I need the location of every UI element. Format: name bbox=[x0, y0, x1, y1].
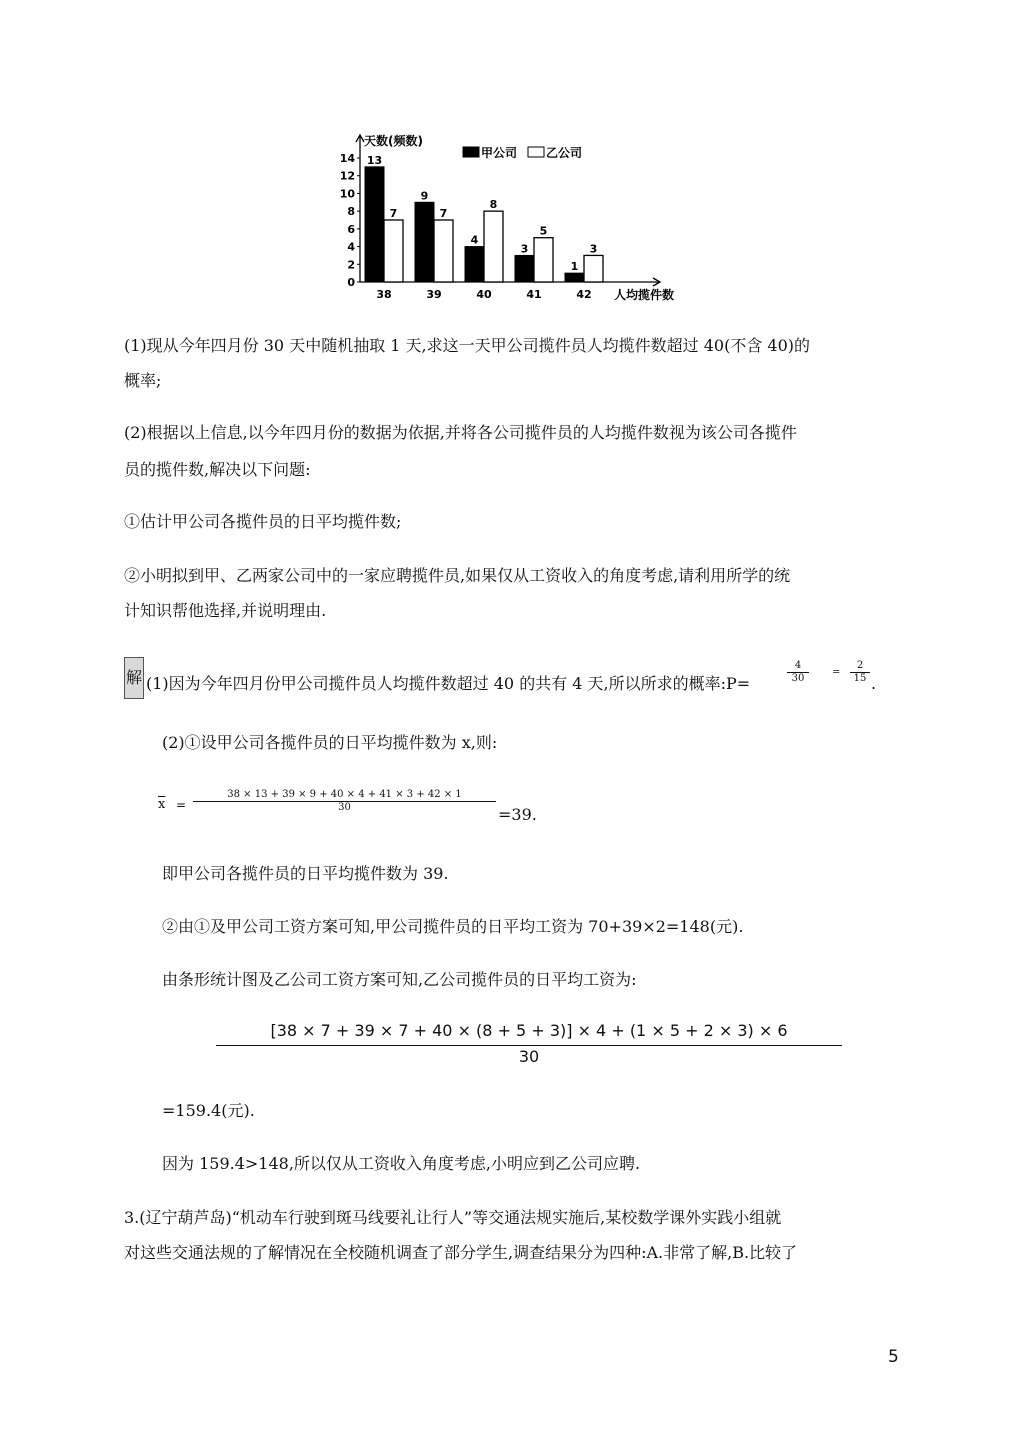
final-conclusion: 因为 159.4>148,所以仅从工资收入角度考虑,小明应到乙公司应聘. bbox=[162, 1154, 641, 1173]
data-label-yi: 3 bbox=[589, 242, 598, 256]
page-number: 5 bbox=[888, 1347, 899, 1367]
question-2a: ①估计甲公司各揽件员的日平均揽件数; bbox=[124, 512, 402, 531]
fraction-2-15 bbox=[850, 660, 870, 685]
data-label-jia: 9 bbox=[420, 189, 429, 203]
bar-yi bbox=[534, 238, 553, 282]
y-tick-label: 6 bbox=[347, 222, 355, 236]
bar-jia bbox=[415, 202, 434, 282]
legend-label-jia: 甲公司 bbox=[481, 146, 518, 160]
data-label-yi: 7 bbox=[439, 207, 448, 220]
data-label-jia: 1 bbox=[570, 260, 579, 274]
question-1-line-1: (1)现从今年四月份 30 天中随机抽取 1 天,求这一天甲公司揽件员人均揽件数超过 40(不含 40)的 bbox=[124, 336, 811, 355]
wage-yi-result: =159.4(元). bbox=[162, 1101, 255, 1120]
x-bar: $\overline{x}$ bbox=[158, 797, 166, 812]
y-tick-label: 4 bbox=[347, 240, 355, 254]
y-tick-label: 10 bbox=[339, 187, 355, 201]
y-tick-label: 12 bbox=[339, 169, 355, 183]
question-2b-line-1: ②小明拟到甲、乙两家公司中的一家应聘揽件员,如果仅从工资收入的角度考虑,请利用所学的统 bbox=[124, 566, 791, 585]
question-3-line-2: 对这些交通法规的了解情况在全校随机调查了部分学生,调查结果分为四种:A.非常了解,B.比较了 bbox=[124, 1243, 798, 1262]
data-label-yi: 7 bbox=[389, 207, 398, 220]
bar-jia bbox=[515, 255, 534, 282]
question-2-line-1: (2)根据以上信息,以今年四月份的数据为依据,并将各公司揽件员的人均揽件数视为该公司各揽件 bbox=[124, 423, 797, 442]
y-tick-label: 2 bbox=[347, 258, 355, 272]
data-label-yi: 5 bbox=[539, 224, 548, 238]
mean-numerator: 38 × 13 + 39 × 9 + 40 × 4 + 41 × 3 + 42 × 1 bbox=[227, 789, 462, 800]
question-2b-line-2: 计知识帮他选择,并说明理由. bbox=[124, 601, 327, 620]
mean-conclusion: 即甲公司各揽件员的日平均揽件数为 39. bbox=[162, 864, 449, 883]
fraction-4-30 bbox=[787, 660, 809, 685]
x-tick-label: 39 bbox=[426, 288, 442, 301]
legend-swatch-jia bbox=[463, 147, 479, 157]
equals-sign: = bbox=[832, 667, 841, 678]
fraction-denominator: 15 bbox=[853, 673, 867, 684]
data-label-jia: 4 bbox=[470, 233, 479, 247]
wage-yi-numerator: [38 × 7 + 39 × 7 + 40 × (8 + 5 + 3)] × 4 + (1 × 5 + 2 × 3) × 6 bbox=[270, 1021, 788, 1040]
mean-fraction bbox=[193, 789, 496, 814]
question-1-line-2: 概率; bbox=[124, 371, 162, 390]
x-axis-label: 人均揽件数 bbox=[614, 288, 675, 302]
solution-tag: 解 bbox=[124, 657, 144, 699]
bar-yi bbox=[434, 220, 453, 282]
bar-yi bbox=[484, 211, 503, 282]
fraction-numerator: 2 bbox=[856, 660, 864, 671]
data-label-yi: 8 bbox=[489, 198, 498, 212]
fraction-denominator: 30 bbox=[791, 673, 805, 684]
solution-2-line: (2)①设甲公司各揽件员的日平均揽件数为 x,则: bbox=[162, 733, 498, 752]
question-2-line-2: 员的揽件数,解决以下问题: bbox=[124, 460, 311, 479]
legend-swatch-yi bbox=[528, 147, 544, 157]
wage-yi-intro: 由条形统计图及乙公司工资方案可知,乙公司揽件员的日平均工资为: bbox=[162, 970, 637, 989]
x-tick-label: 41 bbox=[526, 288, 542, 301]
mean-result: =39. bbox=[498, 805, 537, 824]
bar-jia bbox=[365, 167, 384, 282]
wage-jia: ②由①及甲公司工资方案可知,甲公司揽件员的日平均工资为 70+39×2=148(元). bbox=[162, 917, 744, 936]
x-tick-label: 40 bbox=[476, 288, 492, 301]
mean-denominator: 30 bbox=[338, 802, 351, 813]
y-tick-label: 8 bbox=[347, 205, 355, 219]
x-tick-label: 42 bbox=[576, 288, 592, 301]
y-axis-label: 天数(频数) bbox=[364, 134, 423, 148]
legend-label-yi: 乙公司 bbox=[546, 146, 583, 160]
mean-equals: = bbox=[176, 798, 187, 812]
x-tick-label: 38 bbox=[376, 288, 392, 301]
fraction-numerator: 4 bbox=[794, 660, 802, 671]
bar-yi bbox=[384, 220, 403, 282]
wage-yi-fraction bbox=[216, 1019, 842, 1068]
y-tick-label: 0 bbox=[347, 276, 355, 289]
bar-jia bbox=[565, 273, 584, 282]
y-tick-label: 14 bbox=[339, 152, 355, 165]
data-label-jia: 13 bbox=[366, 153, 383, 167]
data-label-jia: 3 bbox=[520, 242, 529, 256]
bar-yi bbox=[584, 255, 603, 282]
question-3-line-1: 3.(辽宁葫芦岛)“机动车行驶到斑马线要礼让行人”等交通法规实施后,某校数学课外实践小组就 bbox=[124, 1208, 782, 1227]
bar-jia bbox=[465, 247, 484, 282]
solution-1-end: . bbox=[871, 674, 877, 693]
wage-yi-denominator: 30 bbox=[518, 1047, 540, 1066]
bar-chart bbox=[330, 125, 700, 310]
solution-1-text: (1)因为今年四月份甲公司揽件员人均揽件数超过 40 的共有 4 天,所以所求的概率:P= bbox=[146, 674, 751, 693]
